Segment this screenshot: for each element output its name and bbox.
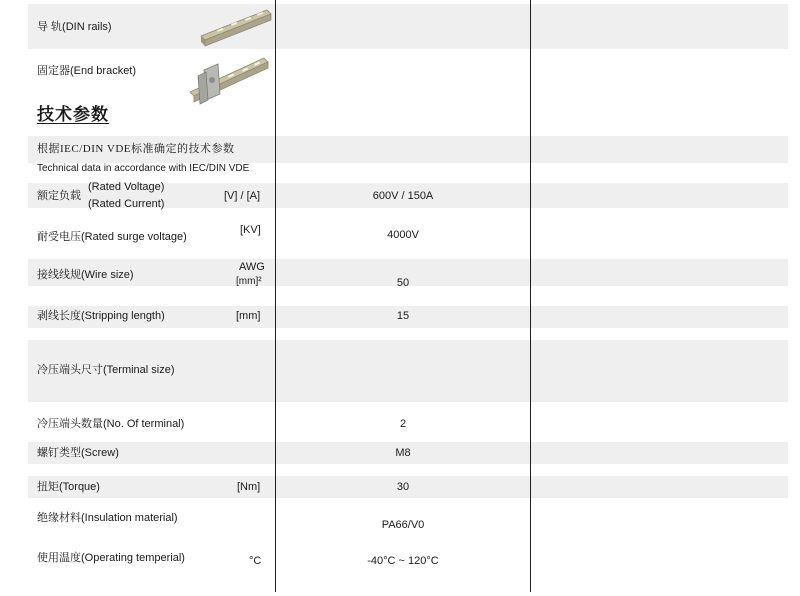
strip-unit: [mm] [236, 310, 261, 322]
terminal-size-label: 冷压端头尺寸(Terminal size) [37, 364, 175, 376]
insulation-label: 绝缘材料(Insulation material) [37, 512, 178, 524]
screw-label: 螺钉类型(Screw) [37, 447, 119, 459]
strip-value: 15 [396, 310, 410, 322]
torque-label: 扭矩(Torque) [37, 481, 100, 493]
rated-unit: [V] / [A] [224, 190, 261, 202]
wire-unit-mm: [mm]² [236, 276, 262, 287]
wire-unit-awg: AWG [239, 261, 265, 273]
temp-label: 使用温度(Operating temperial) [37, 552, 185, 564]
section-title: 技术参数 [37, 105, 109, 124]
end-bracket-image [184, 50, 272, 108]
rated-value: 600V / 150A [372, 190, 434, 202]
rated-label-voltage: (Rated Voltage) [88, 181, 165, 193]
temp-unit: °C [249, 555, 262, 567]
temp-value: -40°C ~ 120°C [367, 555, 439, 567]
wire-value: 50 [396, 277, 410, 289]
torque-unit: [Nm] [237, 481, 261, 493]
column-divider-left [275, 0, 276, 592]
torque-value: 30 [396, 481, 410, 493]
surge-unit: [KV] [240, 224, 261, 236]
terminal-count-label: 冷压端头数量(No. Of terminal) [37, 418, 185, 430]
row-band-din-rails [28, 4, 788, 49]
surge-label: 耐受电压(Rated surge voltage) [37, 231, 187, 243]
wire-label: 接线线规(Wire size) [37, 269, 134, 281]
screw-value: M8 [395, 447, 411, 459]
end-bracket-label: 固定器(End bracket) [37, 65, 137, 77]
rated-label-cn: 额定负载 [37, 190, 81, 202]
terminal-count-value: 2 [399, 418, 407, 430]
surge-value: 4000V [387, 229, 419, 241]
din-rail-image [197, 4, 273, 48]
column-divider-right [530, 0, 531, 592]
strip-label: 剥线长度(Stripping length) [37, 310, 165, 322]
rated-label-current: (Rated Current) [88, 198, 165, 210]
insulation-value: PA66/V0 [381, 519, 425, 531]
din-rails-label: 导 轨(DIN rails) [37, 21, 112, 33]
intro-cn: 根据IEC/DIN VDE标准确定的技术参数 [37, 143, 235, 155]
intro-en: Technical data in accordance with IEC/DIN VDE [37, 163, 250, 174]
